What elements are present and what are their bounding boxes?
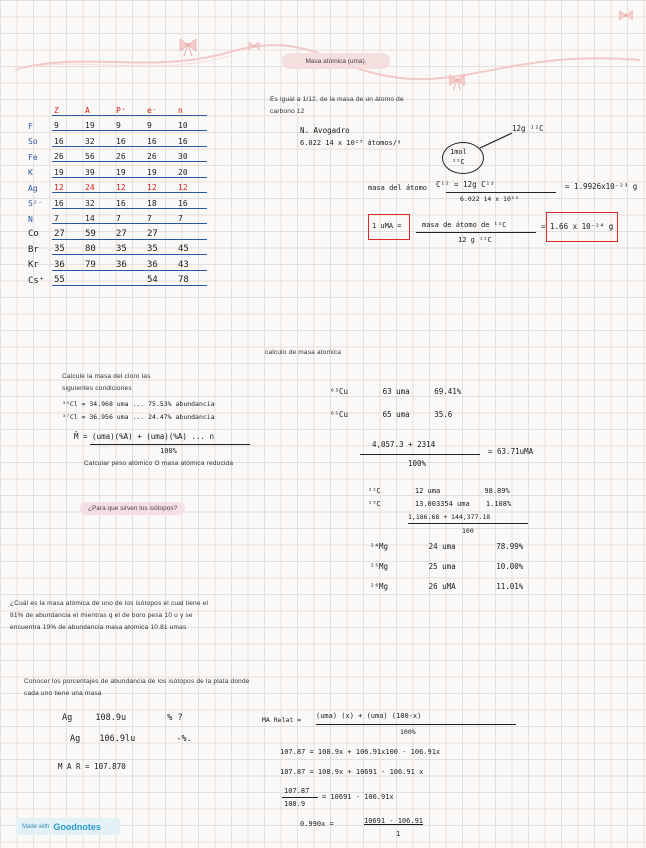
cell: 79 <box>83 255 114 271</box>
cell: 19 <box>114 162 145 178</box>
cell: 14 <box>83 208 114 224</box>
silver-eq-num: (uma) (x) + (uma) (100-x) <box>316 712 422 720</box>
bow-icon <box>247 40 261 54</box>
cell: 7 <box>52 208 83 224</box>
cell: 7 <box>114 208 145 224</box>
carbon-line <box>408 523 528 524</box>
problem2-line1: ¿Cuál es la masa atómica de uno de los isótopos el cual tiene el <box>10 600 209 607</box>
silver-step-3-line <box>282 797 318 798</box>
mg-row-3 <box>370 582 523 591</box>
row-symbol: F <box>28 121 33 131</box>
problem2-line2: 81% de abundancia el mientras q el de boro pesa 10 u y se <box>10 612 193 619</box>
row-symbol: N <box>28 214 33 224</box>
uma-box-left-text: 1 uMA = <box>372 222 402 230</box>
table-row <box>26 270 207 286</box>
cell <box>176 224 207 240</box>
problem1-note: Calcular peso atómico O masa atómica reducida <box>84 460 234 467</box>
circle-text-2: ¹²C <box>452 158 465 166</box>
row-symbol: Kr <box>28 260 39 270</box>
problem1-text1: Calcule la masa del cloro las <box>62 373 151 380</box>
definition-line1: Es igual a 1/12, de la masa de un átomo de <box>270 96 404 103</box>
cell: 80 <box>83 239 114 255</box>
goodnotes-badge <box>16 818 120 835</box>
cell: 26 <box>145 146 176 162</box>
mg-abund-3: 11.01% <box>496 582 524 591</box>
cell: 9 <box>114 115 145 131</box>
table-row <box>26 193 207 209</box>
mg-row-2 <box>370 562 523 571</box>
cell: 59 <box>83 224 114 240</box>
cell: 16 <box>114 131 145 147</box>
copper-iso-2: ⁶⁵Cu <box>330 410 349 419</box>
table-row <box>26 239 207 255</box>
made-with-label: Made with <box>22 823 50 830</box>
section-title: calculo de masa atomica <box>265 349 342 356</box>
problem2-line3: encuentra 19% de abundancia masa atomica 10.81 umas <box>10 624 187 631</box>
table-row <box>26 224 207 240</box>
carbon-abund-1: 98.89% <box>484 487 510 495</box>
mg-row-1 <box>370 542 523 551</box>
silver-step-4: 0.990x = <box>300 820 334 828</box>
cell: 20 <box>176 162 207 178</box>
row-symbol: S²⁻ <box>28 199 43 208</box>
cell <box>114 270 145 286</box>
silver-step-3-den: 108.9 <box>284 800 306 808</box>
cell: 26 <box>114 146 145 162</box>
table-row <box>26 115 207 131</box>
avogadro-value: 6.022 14 x 10²³ átomos/ᵍ <box>300 139 402 147</box>
header-a: A <box>83 100 114 115</box>
silver-eq-line <box>316 724 516 725</box>
mass-atom-formula-top: C¹² = 12g C¹² <box>436 180 495 189</box>
mg-abund-1: 78.99% <box>496 542 524 551</box>
mg-abund-2: 10.00% <box>496 562 524 571</box>
carbon-row-2 <box>368 500 511 508</box>
arrow-line <box>478 130 518 152</box>
silver-row-1 <box>62 713 183 723</box>
silver-eq-den: 100% <box>400 728 416 736</box>
row-symbol: Co <box>28 229 39 239</box>
table-row <box>26 208 207 224</box>
cell: 12 <box>176 177 207 193</box>
silver-eq-left: MA Relat = <box>262 716 302 724</box>
cell: 35 <box>145 239 176 255</box>
bow-icon <box>177 36 199 58</box>
cell: 12 <box>145 177 176 193</box>
table-row <box>26 146 207 162</box>
mass-formula: M̄ = (uma)(%A) + (uma)(%A) ... n <box>74 432 214 441</box>
carbon-row-1 <box>368 487 510 495</box>
cell: 12 <box>52 177 83 193</box>
brand-label: Goodnotes <box>53 821 101 832</box>
copper-mass-1: 63 uma <box>382 387 410 396</box>
carbon-abund-2: 1.108% <box>485 500 512 508</box>
cell: 12 <box>114 177 145 193</box>
uma-box-right-text: = 1.66 x 10⁻²⁴ g <box>541 222 614 231</box>
cell: 36 <box>114 255 145 271</box>
bow-icon <box>617 8 635 26</box>
mg-mass-3: 26 uMA <box>428 582 456 591</box>
silver-abund-2: -%. <box>176 734 192 744</box>
cell: 36 <box>145 255 176 271</box>
cell: 10 <box>176 115 207 131</box>
cell: 24 <box>83 177 114 193</box>
chlorine-isotope-2: ³⁷Cl = 36.956 uma ... 24.47% abundancia <box>62 413 215 421</box>
mg-iso-1: ²⁴Mg <box>370 542 389 551</box>
cell: 16 <box>176 193 207 209</box>
cell: 32 <box>83 193 114 209</box>
copper-calc-den: 100% <box>408 459 427 468</box>
mg-iso-2: ²⁵Mg <box>370 562 389 571</box>
mass-formula-line <box>90 444 250 445</box>
cell: 16 <box>176 131 207 147</box>
cell: 7 <box>176 208 207 224</box>
row-symbol: Fe <box>28 152 38 162</box>
cell <box>83 270 114 286</box>
problem3-line2: cada uno tiene una masa <box>24 690 102 697</box>
cell: 27 <box>52 224 83 240</box>
mg-mass-2: 25 uma <box>428 562 456 571</box>
carbon-den: 100 <box>462 527 474 535</box>
cell: 32 <box>83 131 114 147</box>
carbon-mass-2: 13.003354 uma <box>414 500 470 508</box>
row-symbol: So <box>28 137 38 146</box>
silver-mass-2: 106.9lu <box>99 734 136 744</box>
mg-iso-3: ²⁶Mg <box>370 582 389 591</box>
row-symbol: Ag <box>28 183 38 193</box>
header-z: Z <box>52 100 83 115</box>
cell: 27 <box>114 224 145 240</box>
copper-abund-2: 35.6 <box>434 410 453 419</box>
cell: 18 <box>145 193 176 209</box>
silver-step-3-num: 107.87 <box>284 787 310 795</box>
chlorine-isotope-1: ³⁵Cl = 34.968 uma ... 75.53% abundancia <box>62 400 215 408</box>
mass-atom-formula-bot: 6.022 14 x 10²³ <box>460 195 519 203</box>
table-row <box>26 177 207 193</box>
cell: 16 <box>52 131 83 147</box>
cell: 16 <box>52 193 83 209</box>
row-symbol: K <box>28 168 33 177</box>
cell: 26 <box>52 146 83 162</box>
cell: 56 <box>83 146 114 162</box>
copper-calc-result: = 63.71uMA <box>488 447 534 456</box>
silver-step-4-num: 10691 - 106.91 <box>364 817 424 825</box>
cell: 45 <box>176 239 207 255</box>
table-header-row <box>26 100 207 115</box>
copper-calc-line <box>360 454 480 455</box>
circle-text-1: 1mol <box>450 148 467 156</box>
uma-num: masa de átomo de ¹²C <box>422 221 507 229</box>
cell: 30 <box>176 146 207 162</box>
silver-row-2 <box>70 734 192 744</box>
page-title: Masa atómica (uma). <box>282 53 390 69</box>
mass-formula-den: 100% <box>160 447 177 455</box>
copper-abund-1: 69.41% <box>434 387 462 396</box>
cell: 16 <box>145 131 176 147</box>
carbon-mass-1: 12 uma <box>414 487 441 495</box>
cell: 19 <box>83 115 114 131</box>
cell: 7 <box>145 208 176 224</box>
cell: 9 <box>145 115 176 131</box>
silver-step-3-rest: = 10691 - 106.91x <box>322 793 394 801</box>
table-row <box>26 131 207 147</box>
cell: 54 <box>145 270 176 286</box>
carbon-iso-2: ¹³C <box>368 500 381 508</box>
row-symbol: Br <box>28 244 39 255</box>
fraction-line <box>446 192 556 193</box>
copper-row-1 <box>330 387 461 396</box>
uma-fraction-line <box>416 232 536 233</box>
table-row <box>26 162 207 178</box>
silver-iso-1: Ag <box>62 713 73 723</box>
header-p: P⁺ <box>114 100 145 115</box>
cell: 43 <box>176 255 207 271</box>
silver-mar: M A R = 107.870 <box>58 762 126 771</box>
mg-mass-1: 24 uma <box>428 542 456 551</box>
table-corner <box>26 100 52 115</box>
avogadro-label: N. Avogadro <box>300 126 350 135</box>
cell: 35 <box>52 239 83 255</box>
cell: 19 <box>52 162 83 178</box>
cell: 16 <box>114 193 145 209</box>
cell: 55 <box>52 270 83 286</box>
silver-abund-1: % ? <box>167 713 183 723</box>
carbon-iso-1: ¹²C <box>368 487 381 495</box>
isotope-table <box>26 100 207 286</box>
table-row <box>26 255 207 271</box>
problem1-text2: siguientes condiciones <box>62 385 132 392</box>
cell: 35 <box>114 239 145 255</box>
cell: 39 <box>83 162 114 178</box>
copper-row-2 <box>330 410 452 419</box>
silver-mass-1: 108.9u <box>95 713 127 723</box>
bow-icon <box>447 72 467 92</box>
cell: 36 <box>52 255 83 271</box>
row-symbol: Cs⁺ <box>28 275 45 286</box>
silver-step-4-den: 1 <box>396 830 401 838</box>
header-e: e⁻ <box>145 100 176 115</box>
silver-iso-2: Ag <box>70 734 81 744</box>
copper-iso-1: ⁶³Cu <box>330 387 349 396</box>
copper-mass-2: 65 uma <box>382 410 410 419</box>
c12-label: 12g ¹²C <box>512 124 544 133</box>
mass-atom-result: = 1.9926x10⁻²³ g <box>565 182 638 191</box>
mass-atom-label: masa del átomo <box>368 184 428 192</box>
carbon-sum: 1,186.68 + 144,377.18 <box>408 513 491 521</box>
cell: 27 <box>145 224 176 240</box>
silver-step-2: 107.87 = 108.9x + 10691 - 106.91 x <box>280 768 424 776</box>
copper-calc-num: 4,057.3 + 2314 <box>372 440 436 449</box>
uma-den: 12 g ¹²C <box>458 236 492 244</box>
question-pill: ¿Para que sirven los isótopos? <box>80 502 185 515</box>
cell: 19 <box>145 162 176 178</box>
cell: 78 <box>176 270 207 286</box>
cell: 9 <box>52 115 83 131</box>
problem3-line1: Conocer los porcentajes de abundancia de los isótopos de la plata donde <box>24 678 250 685</box>
definition-line2: carbono 12 <box>270 108 305 115</box>
silver-step-1: 107.87 = 108.9x + 106.91x100 - 106.91x <box>280 748 441 756</box>
header-n: n <box>176 100 207 115</box>
